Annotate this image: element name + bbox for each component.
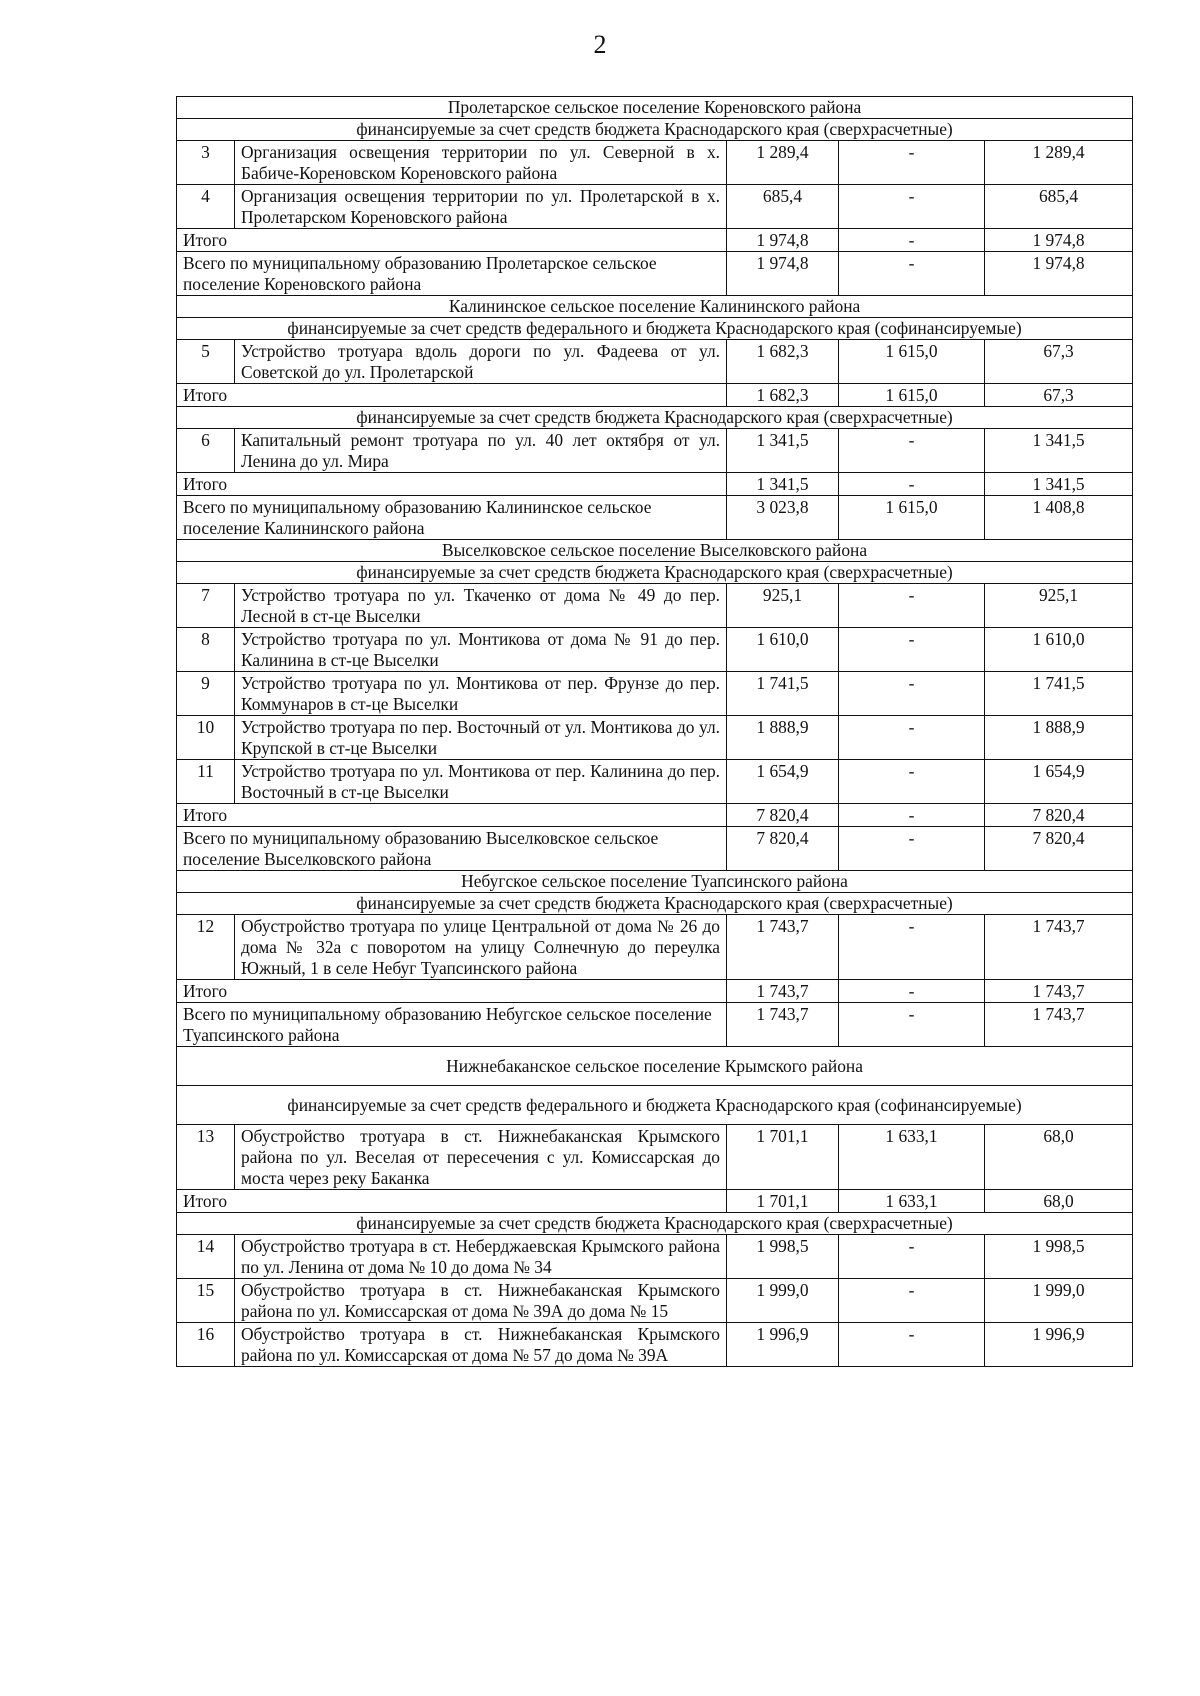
amount-total: 7 820,4 — [727, 827, 839, 871]
subtotal-label: Итого — [177, 804, 727, 827]
row-description: Организация освещения территории по ул. Северной в х. Бабиче-Кореновском Кореновского района — [235, 141, 727, 185]
row-number: 16 — [177, 1323, 235, 1367]
amount-regional: 1 998,5 — [985, 1235, 1133, 1279]
table-row — [177, 1235, 1133, 1279]
amount-regional: 1 654,9 — [985, 760, 1133, 804]
page-number: 2 — [593, 30, 607, 59]
amount-total: 1 701,1 — [727, 1125, 839, 1190]
amount-total: 1 741,5 — [727, 672, 839, 716]
amount-total: 1 610,0 — [727, 628, 839, 672]
row-description: Капитальный ремонт тротуара по ул. 40 лет октября от ул. Ленина до ул. Мира — [235, 429, 727, 473]
amount-federal: - — [839, 672, 985, 716]
subtotal-row — [177, 980, 1133, 1003]
amount-total: 1 289,4 — [727, 141, 839, 185]
amount-regional: 7 820,4 — [985, 804, 1133, 827]
table-row — [177, 716, 1133, 760]
subtotal-label: Итого — [177, 980, 727, 1003]
row-number: 5 — [177, 340, 235, 384]
amount-federal: - — [839, 980, 985, 1003]
table-row — [177, 141, 1133, 185]
amount-total: 1 974,8 — [727, 229, 839, 252]
row-number: 13 — [177, 1125, 235, 1190]
amount-regional: 1 743,7 — [985, 980, 1133, 1003]
amount-regional: 67,3 — [985, 384, 1133, 407]
row-description: Обустройство тротуара в ст. Нижнебаканская Крымского района по ул. Веселая от пересечения с ул. Комиссарская до моста через реку Баканка — [235, 1125, 727, 1190]
subtotal-row — [177, 229, 1133, 252]
amount-total: 1 974,8 — [727, 252, 839, 296]
row-number: 10 — [177, 716, 235, 760]
amount-federal: - — [839, 1279, 985, 1323]
subtotal-row — [177, 1190, 1133, 1213]
amount-regional: 1 996,9 — [985, 1323, 1133, 1367]
row-number: 4 — [177, 185, 235, 229]
amount-federal: - — [839, 827, 985, 871]
amount-federal: - — [839, 628, 985, 672]
subtotal-label: Итого — [177, 1190, 727, 1213]
funding-header-row — [177, 893, 1133, 915]
total-label: Всего по муниципальному образованию Небугское сельское поселение Туапсинского района — [177, 1003, 727, 1047]
amount-total: 1 743,7 — [727, 1003, 839, 1047]
amount-regional: 1 888,9 — [985, 716, 1133, 760]
table-row — [177, 915, 1133, 980]
amount-regional: 1 610,0 — [985, 628, 1133, 672]
row-number: 3 — [177, 141, 235, 185]
funding-source: финансируемые за счет средств федерального и бюджета Краснодарского края (софинансируемые) — [177, 1086, 1133, 1125]
amount-regional: 7 820,4 — [985, 827, 1133, 871]
amount-federal: - — [839, 141, 985, 185]
amount-total: 1 682,3 — [727, 384, 839, 407]
funding-table — [176, 96, 1133, 1367]
row-number: 15 — [177, 1279, 235, 1323]
section-header-row — [177, 540, 1133, 562]
amount-total: 1 996,9 — [727, 1323, 839, 1367]
section-title: Небугское сельское поселение Туапсинского района — [177, 871, 1133, 893]
amount-federal: - — [839, 252, 985, 296]
total-label: Всего по муниципальному образованию Калининское сельское поселение Калининского района — [177, 496, 727, 540]
row-description: Устройство тротуара по пер. Восточный от ул. Монтикова до ул. Крупской в ст-це Выселки — [235, 716, 727, 760]
funding-source: финансируемые за счет средств бюджета Краснодарского края (сверхрасчетные) — [177, 562, 1133, 584]
total-row — [177, 496, 1133, 540]
row-description: Обустройство тротуара по улице Центральной от дома № 26 до дома № 32а с поворотом на улицу Солнечную до переулка Южный, 1 в селе Небуг Туапсинского района — [235, 915, 727, 980]
amount-total: 1 743,7 — [727, 915, 839, 980]
amount-federal: 1 633,1 — [839, 1190, 985, 1213]
row-description: Устройство тротуара по ул. Монтикова от пер. Калинина до пер. Восточный в ст-це Выселки — [235, 760, 727, 804]
funding-source: финансируемые за счет средств бюджета Краснодарского края (сверхрасчетные) — [177, 119, 1133, 141]
row-number: 7 — [177, 584, 235, 628]
funding-header-row — [177, 407, 1133, 429]
section-header-row — [177, 296, 1133, 318]
total-label: Всего по муниципальному образованию Пролетарское сельское поселение Кореновского района — [177, 252, 727, 296]
section-title: Выселковское сельское поселение Выселковского района — [177, 540, 1133, 562]
row-number: 14 — [177, 1235, 235, 1279]
row-number: 12 — [177, 915, 235, 980]
amount-federal: - — [839, 1003, 985, 1047]
subtotal-row — [177, 473, 1133, 496]
amount-federal: 1 615,0 — [839, 496, 985, 540]
row-description: Устройство тротуара по ул. Монтикова от дома № 91 до пер. Калинина в ст-це Выселки — [235, 628, 727, 672]
funding-header-row — [177, 119, 1133, 141]
amount-regional: 1 743,7 — [985, 1003, 1133, 1047]
section-title: Пролетарское сельское поселение Кореновского района — [177, 97, 1133, 119]
table-row — [177, 1323, 1133, 1367]
total-label: Всего по муниципальному образованию Выселковское сельское поселение Выселковского района — [177, 827, 727, 871]
amount-regional: 685,4 — [985, 185, 1133, 229]
amount-federal: - — [839, 584, 985, 628]
amount-total: 1 743,7 — [727, 980, 839, 1003]
subtotal-row — [177, 804, 1133, 827]
amount-total: 1 998,5 — [727, 1235, 839, 1279]
funding-source: финансируемые за счет средств бюджета Краснодарского края (сверхрасчетные) — [177, 893, 1133, 915]
table-row — [177, 185, 1133, 229]
subtotal-label: Итого — [177, 384, 727, 407]
section-title: Калининское сельское поселение Калининского района — [177, 296, 1133, 318]
row-description: Обустройство тротуара в ст. Нижнебаканская Крымского района по ул. Комиссарская от дома № 57 до дома № 39А — [235, 1323, 727, 1367]
total-row — [177, 827, 1133, 871]
row-number: 11 — [177, 760, 235, 804]
subtotal-label: Итого — [177, 229, 727, 252]
amount-total: 1 999,0 — [727, 1279, 839, 1323]
row-number: 6 — [177, 429, 235, 473]
funding-source: финансируемые за счет средств федерального и бюджета Краснодарского края (софинансируемые) — [177, 318, 1133, 340]
amount-regional: 1 341,5 — [985, 429, 1133, 473]
amount-total: 1 341,5 — [727, 473, 839, 496]
amount-total: 7 820,4 — [727, 804, 839, 827]
funding-source: финансируемые за счет средств бюджета Краснодарского края (сверхрасчетные) — [177, 407, 1133, 429]
table-row — [177, 760, 1133, 804]
section-header-row — [177, 871, 1133, 893]
amount-regional: 1 741,5 — [985, 672, 1133, 716]
amount-federal: 1 633,1 — [839, 1125, 985, 1190]
table-row — [177, 1125, 1133, 1190]
amount-regional: 68,0 — [985, 1125, 1133, 1190]
amount-federal: - — [839, 1323, 985, 1367]
section-header-row — [177, 97, 1133, 119]
row-description: Устройство тротуара вдоль дороги по ул. Фадеева от ул. Советской до ул. Пролетарской — [235, 340, 727, 384]
row-description: Устройство тротуара по ул. Ткаченко от дома № 49 до пер. Лесной в ст-це Выселки — [235, 584, 727, 628]
amount-regional: 1 999,0 — [985, 1279, 1133, 1323]
row-description: Организация освещения территории по ул. Пролетарской в х. Пролетарском Кореновского района — [235, 185, 727, 229]
amount-total: 1 888,9 — [727, 716, 839, 760]
amount-federal: - — [839, 804, 985, 827]
amount-regional: 1 974,8 — [985, 229, 1133, 252]
amount-regional: 1 341,5 — [985, 473, 1133, 496]
amount-federal: 1 615,0 — [839, 340, 985, 384]
amount-total: 1 341,5 — [727, 429, 839, 473]
amount-regional: 68,0 — [985, 1190, 1133, 1213]
table-row — [177, 429, 1133, 473]
amount-regional: 1 289,4 — [985, 141, 1133, 185]
amount-federal: - — [839, 473, 985, 496]
amount-federal: - — [839, 1235, 985, 1279]
table-row — [177, 1279, 1133, 1323]
funding-table-body — [177, 97, 1133, 1367]
table-row — [177, 340, 1133, 384]
amount-federal: - — [839, 915, 985, 980]
funding-header-row — [177, 562, 1133, 584]
subtotal-row — [177, 384, 1133, 407]
amount-federal: - — [839, 760, 985, 804]
funding-header-row — [177, 318, 1133, 340]
amount-regional: 1 743,7 — [985, 915, 1133, 980]
amount-total: 1 701,1 — [727, 1190, 839, 1213]
amount-total: 685,4 — [727, 185, 839, 229]
amount-federal: - — [839, 429, 985, 473]
subtotal-label: Итого — [177, 473, 727, 496]
row-description: Обустройство тротуара в ст. Неберджаевская Крымского района по ул. Ленина от дома № 10 до дома № 34 — [235, 1235, 727, 1279]
row-number: 8 — [177, 628, 235, 672]
amount-regional: 1 408,8 — [985, 496, 1133, 540]
funding-header-row — [177, 1086, 1133, 1125]
table-row — [177, 628, 1133, 672]
amount-regional: 67,3 — [985, 340, 1133, 384]
section-header-row — [177, 1047, 1133, 1086]
amount-total: 3 023,8 — [727, 496, 839, 540]
amount-total: 925,1 — [727, 584, 839, 628]
funding-header-row — [177, 1213, 1133, 1235]
amount-total: 1 654,9 — [727, 760, 839, 804]
amount-regional: 925,1 — [985, 584, 1133, 628]
funding-source: финансируемые за счет средств бюджета Краснодарского края (сверхрасчетные) — [177, 1213, 1133, 1235]
row-number: 9 — [177, 672, 235, 716]
row-description: Обустройство тротуара в ст. Нижнебаканская Крымского района по ул. Комиссарская от дома № 39А до дома № 15 — [235, 1279, 727, 1323]
amount-federal: 1 615,0 — [839, 384, 985, 407]
table-row — [177, 672, 1133, 716]
amount-federal: - — [839, 716, 985, 760]
section-title: Нижнебаканское сельское поселение Крымского района — [177, 1047, 1133, 1086]
total-row — [177, 252, 1133, 296]
table-row — [177, 584, 1133, 628]
amount-regional: 1 974,8 — [985, 252, 1133, 296]
amount-total: 1 682,3 — [727, 340, 839, 384]
amount-federal: - — [839, 229, 985, 252]
amount-federal: - — [839, 185, 985, 229]
row-description: Устройство тротуара по ул. Монтикова от пер. Фрунзе до пер. Коммунаров в ст-це Выселки — [235, 672, 727, 716]
total-row — [177, 1003, 1133, 1047]
